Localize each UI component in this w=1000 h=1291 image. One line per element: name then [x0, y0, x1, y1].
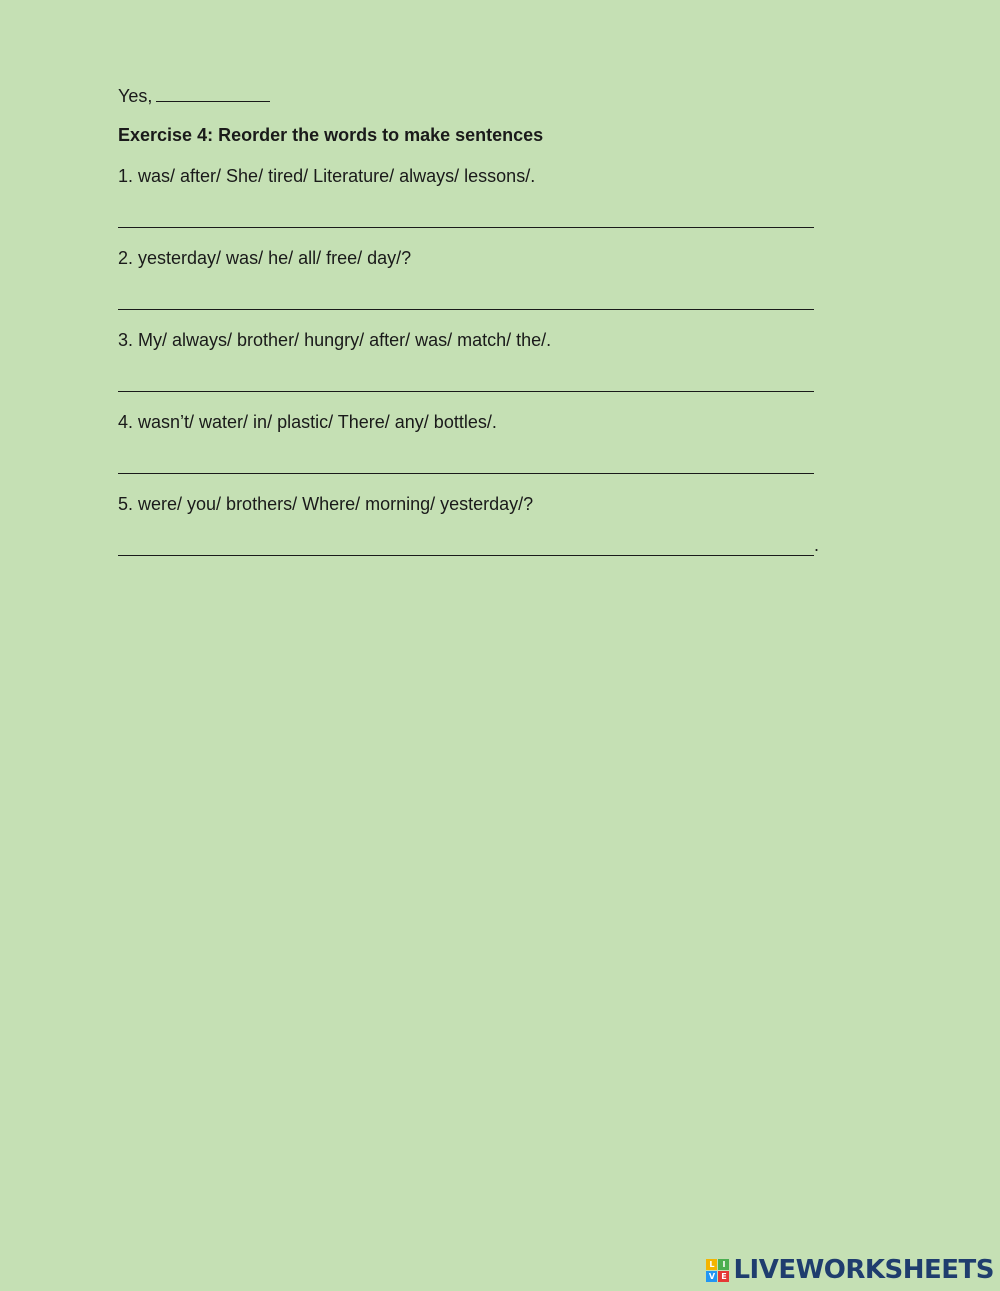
question-5-answer-input[interactable] [118, 533, 814, 556]
yes-prefix: Yes, [118, 86, 153, 106]
logo-letter-v: V [706, 1271, 717, 1282]
yes-answer-input[interactable] [156, 83, 270, 102]
liveworksheets-logo-icon [706, 1259, 729, 1282]
logo-letter-i: I [718, 1259, 729, 1270]
question-2-answer-input[interactable] [118, 287, 814, 310]
liveworksheets-logo[interactable] [706, 1255, 994, 1285]
yes-answer-line [118, 83, 270, 107]
question-5-prompt: 5. were/ you/ brothers/ Where/ morning/ yesterday/? [118, 494, 534, 514]
question-4-answer-row [118, 451, 814, 474]
question-3-answer-input[interactable] [118, 369, 814, 392]
question-2-prompt: 2. yesterday/ was/ he/ all/ free/ day/? [118, 248, 412, 268]
question-4-prompt: 4. wasn’t/ water/ in/ plastic/ There/ any/ bottles/. [118, 412, 497, 432]
question-1-answer-row [118, 205, 814, 228]
exercise-heading: Exercise 4: Reorder the words to make sentences [118, 125, 544, 145]
question-3-prompt: 3. My/ always/ brother/ hungry/ after/ was/ match/ the/. [118, 330, 552, 350]
question-4-answer-input[interactable] [118, 451, 814, 474]
logo-letter-e: E [718, 1271, 729, 1282]
question-5-answer-row [118, 533, 819, 556]
question-1-prompt: 1. was/ after/ She/ tired/ Literature/ always/ lessons/. [118, 166, 536, 186]
question-2-answer-row [118, 287, 814, 310]
question-1-answer-input[interactable] [118, 205, 814, 228]
logo-wordmark: LIVEWORKSHEETS [733, 1255, 994, 1285]
question-5-period: . [814, 535, 820, 555]
logo-letter-l: L [706, 1259, 717, 1270]
question-3-answer-row [118, 369, 814, 392]
